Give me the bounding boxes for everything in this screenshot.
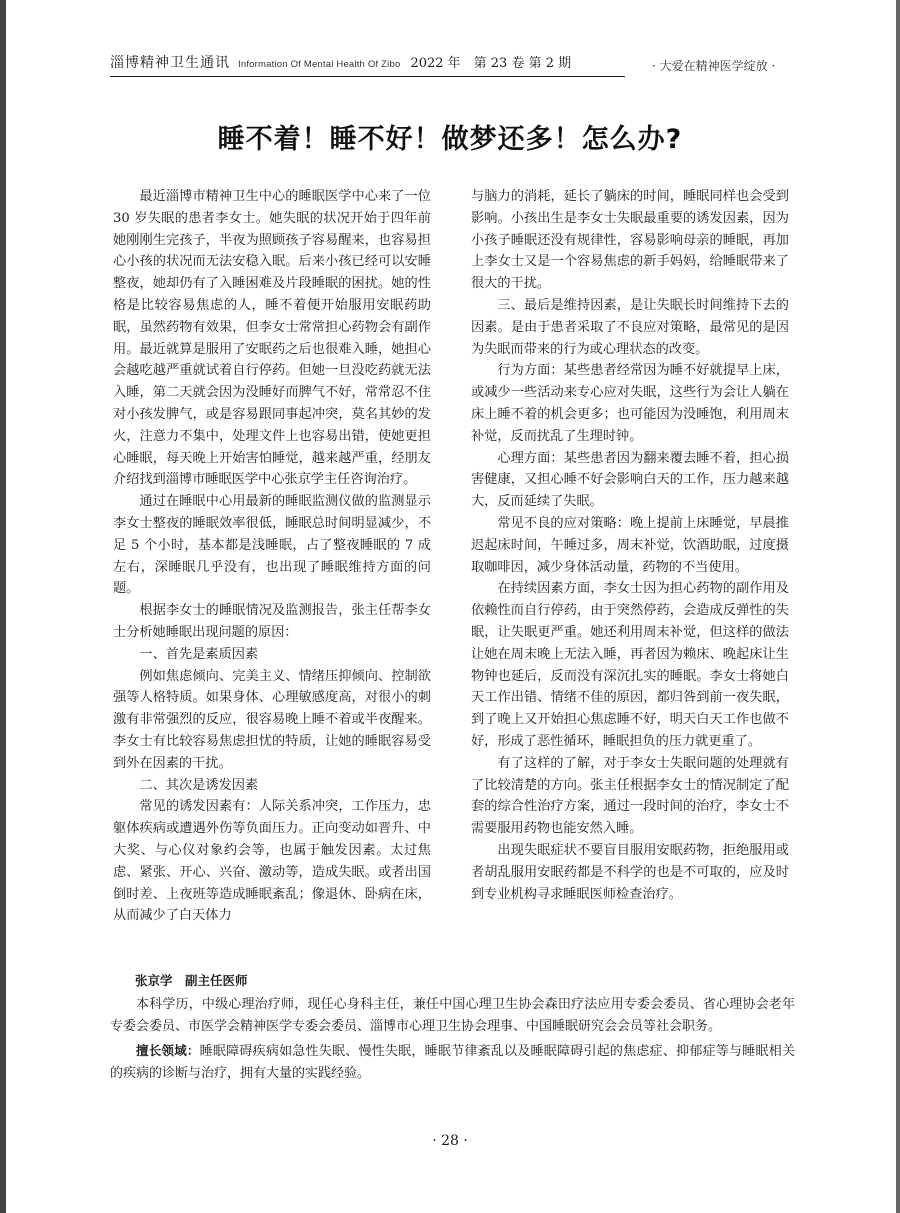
paragraph: 常见不良的应对策略：晚上提前上床睡觉，早晨推迟起床时间，午睡过多，周末补觉，饮酒助眠，过度摄取咖啡因，减少身体活动量，药物的不当使用。 — [471, 515, 789, 575]
expertise-text: 睡眠障碍疾病如急性失眠、慢性失眠，睡眠节律紊乱以及睡眠障碍引起的焦虑症、抑郁症等与睡眠相关的疾病的诊断与治疗，拥有大量的实践经验。 — [110, 1044, 795, 1081]
article-title: 睡不着！睡不好！做梦还多！怎么办? — [217, 124, 683, 155]
journal-english-title: Information Of Mental Health Of Zibo — [238, 59, 401, 70]
paragraph: 在持续因素方面，李女士因为担心药物的副作用及依赖性而自行停药，由于突然停药，会造成反弹性的失眠，让失眠更严重。她还利用周末补觉，但这样的做法让她在周末晚上无法入睡，再者因为赖床、晚起床让生物钟也延后，反而没有深沉扎实的睡眠。李女士将她白天工作出错、情绪不佳的原因，都归咎到前一夜失眠，到了晚上又开始担心焦虑睡不好，明天白天工作也做不好，形成了恶性循环，睡眠担负的压力就更重了。 — [471, 581, 789, 749]
issue-info: 2022 年 第 23 卷 第 2 期 — [410, 56, 572, 71]
page-edge-right — [896, 0, 900, 1213]
paragraph: 常见的诱发因素有：人际关系冲突，工作压力，忠躯体疾病或遭遇外伤等负面压力。正向变动如晋升、中大奖、与心仪对象约会等，也属于触发因素。太过焦虑、紧张、开心、兴奋、激动等，造成失眠。或者出国倒时差、上夜班等造成睡眠紊乱；像退休、卧病在床，从而减少了白天体力 — [113, 799, 431, 924]
paragraph-continued: 与脑力的消耗，延长了躺床的时间，睡眠同样也会受到影响。小孩出生是李女士失眠最重要的诱发因素，因为小孩子睡眠还没有规律性，容易影响母亲的睡眠，再加上李女士又是一个容易焦虑的新手妈妈，给睡眠带来了很大的干扰。 — [471, 189, 789, 292]
page-edge-left — [0, 0, 6, 1213]
journal-title: 淄博精神卫生通讯 — [110, 55, 230, 71]
page-number: · 28 · — [432, 1133, 468, 1149]
paragraph: 例如焦虑倾向、完美主义、情绪压抑倾向、控制欲强等人格特质。如果身体、心理敏感度高，对很小的刺激有非常强烈的反应，很容易晚上睡不着或半夜醒来。李女士有比较容易焦虑担忧的特质，让她的睡眠容易受到外在因素的干扰。 — [113, 668, 431, 771]
author-name: 张京学 副主任医师 — [135, 973, 248, 988]
paragraph: 根据李女士的睡眠情况及监测报告，张主任帮李女士分析她睡眠出现问题的原因： — [113, 603, 431, 640]
paragraph: 通过在睡眠中心用最新的睡眠监测仪做的监测显示李女士整夜的睡眠效率很低，睡眠总时间明显减少，不足 5 个小时，基本都是浅睡眠，占了整夜睡眠的 7 成左右，深睡眠几乎没有，也出现了睡眠维持方面的问题。 — [113, 494, 431, 597]
author-expertise — [110, 1040, 795, 1085]
right-column — [471, 186, 789, 905]
paragraph: 三、最后是维持因素，是让失眠长时间维持下去的因素。是由于患者采取了不良应对策略，最常见的是因为失眠而带来的行为或心理状态的改变。 — [471, 297, 789, 357]
paragraph: 心理方面：某些患者因为翻来覆去睡不着，担心损害健康，又担心睡不好会影响白天的工作，压力越来越大，反而延续了失眠。 — [471, 450, 789, 510]
expertise-label: 擅长领域： — [136, 1043, 200, 1058]
author-bio — [110, 970, 795, 1085]
section-heading: 一、首先是素质因素 — [139, 646, 259, 662]
header-tagline: · 大爱在精神医学绽放 · — [652, 59, 776, 73]
left-column — [113, 186, 431, 927]
paragraph: 有了这样的了解，对于李女士失眠问题的处理就有了比较清楚的方向。张主任根据李女士的情况制定了配套的综合性治疗方案，通过一段时间的治疗，李女士不需要服用药物也能安然入睡。 — [471, 755, 789, 837]
running-header — [110, 52, 625, 77]
paragraph: 行为方面：某些患者经常因为睡不好就提早上床，或减少一些活动来专心应对失眠，这些行为会让人躺在床上睡不着的机会更多；也可能因为没睡饱，利用周末补觉，反而扰乱了生理时钟。 — [471, 363, 789, 444]
paragraph: 最近淄博市精神卫生中心的睡眠医学中心来了一位 30 岁失眠的患者李女士。她失眠的状况开始于四年前她刚刚生完孩子，半夜为照顾孩子容易醒来，也容易担心小孩的状况而无法安稳入眠。后来小孩已经可以安睡整夜，她却仍有了入睡困难及片段睡眠的困扰。她的性格是比较容易焦虑的人，睡不着便开始服用安眠药助眠，虽然药物有效果，但李女士常常担心药物会有副作用。最近就算是服用了安眠药之后也很难入睡，她担心会越吃越严重就试着自行停药。但她一旦没吃药就无法入睡，第二天就会因为没睡好而脾气不好，常常忍不住对小孩发脾气，或是容易跟同事起冲突，莫名其妙的发火，注意力不集中，处理文件上也容易出错，使她更担心睡眠，每天晚上开始害怕睡觉，越来越严重，经朋友介绍找到淄博市睡眠医学中心张京学主任咨询治疗。 — [113, 189, 431, 488]
author-intro: 本科学历，中级心理治疗师，现任心身科主任，兼任中国心理卫生协会森田疗法应用专委会委员、省心理协会老年专委会委员、市医学会精神医学专委会委员、淄博市心理卫生协会理事、中国睡眠研究会会员等社会职务。 — [110, 997, 795, 1034]
paragraph: 出现失眠症状不要盲目服用安眠药物，拒绝服用或者胡乱服用安眠药都是不科学的也是不可取的，应及时到专业机构寻求睡眠医师检查治疗。 — [471, 842, 789, 902]
section-heading: 二、其次是诱发因素 — [139, 777, 259, 793]
